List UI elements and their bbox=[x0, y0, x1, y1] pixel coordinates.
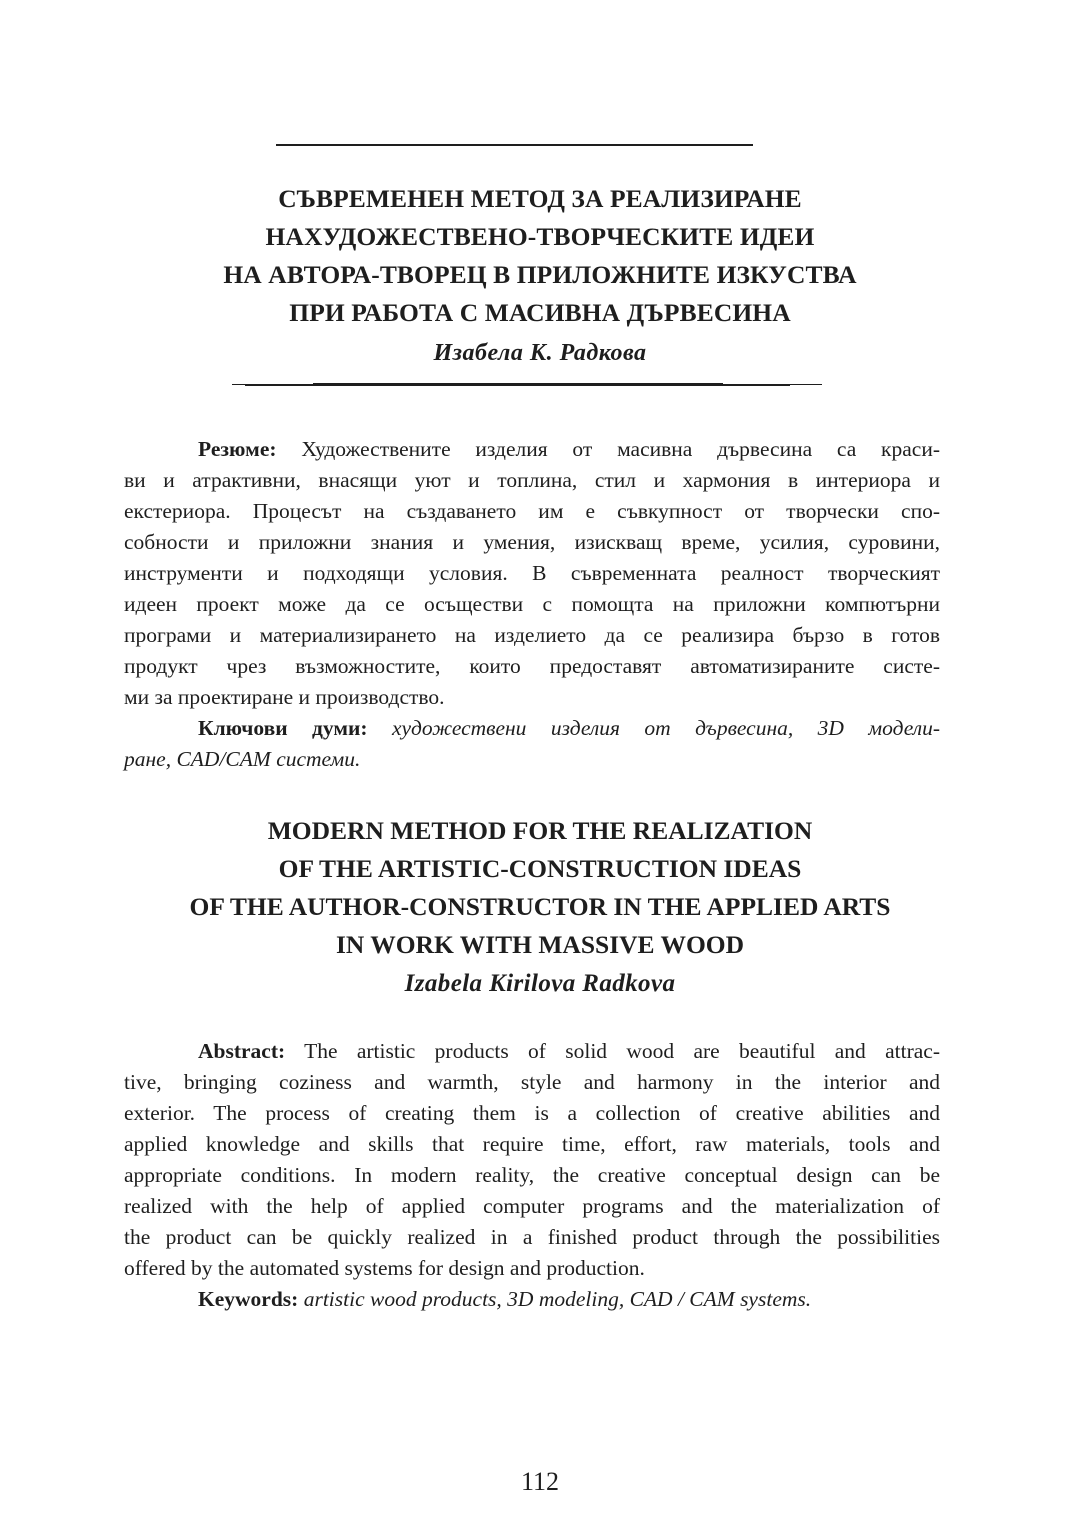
bg-author: Изабела К. Радкова bbox=[433, 340, 647, 366]
bg-keywords-line: ране, CAD/CAM системи. bbox=[124, 747, 361, 771]
bg-title-line: НАХУДОЖЕСТВЕНО-ТВОРЧЕСКИТЕ ИДЕИ bbox=[265, 222, 815, 251]
bg-abstract-label: Резюме: bbox=[198, 437, 277, 461]
en-abstract-line: offered by the automated systems for design and production. bbox=[124, 1256, 645, 1280]
en-title-line: OF THE AUTHOR-CONSTRUCTOR IN THE APPLIED ARTS bbox=[189, 892, 891, 921]
bg-title-line: СЪВРЕМЕНЕН МЕТОД ЗА РЕАЛИЗИРАНЕ bbox=[278, 184, 802, 213]
bg-abstract-line: продукт чрез възможностите, които предоставят автоматизираните систе- bbox=[124, 654, 940, 678]
en-keywords-label: Keywords: bbox=[198, 1287, 299, 1311]
en-abstract bbox=[124, 1036, 940, 1315]
top-rule bbox=[276, 144, 753, 146]
en-abstract-line: the product can be quickly realized in a finished product through the possibilities bbox=[124, 1225, 940, 1249]
en-abstract-line: exterior. The process of creating them is a collection of creative abilities and bbox=[124, 1101, 940, 1125]
en-title-line: OF THE ARTISTIC-CONSTRUCTION IDEAS bbox=[278, 854, 802, 883]
title-separator-thick bbox=[313, 383, 723, 386]
bg-abstract bbox=[124, 434, 940, 775]
en-abstract-line: Abstract: The artistic products of solid wood are beautiful and attrac- bbox=[198, 1039, 940, 1063]
bg-abstract-line: ми за проектиране и производство. bbox=[124, 685, 445, 709]
page-number: 112 bbox=[520, 1467, 560, 1496]
bg-keywords-label: Ключови думи: bbox=[198, 716, 368, 740]
bg-abstract-line: програми и материализирането на изделието да се реализира бързо в готов bbox=[124, 623, 940, 647]
en-abstract-line: applied knowledge and skills that require time, effort, raw materials, tools and bbox=[124, 1132, 940, 1156]
en-abstract-line: realized with the help of applied computer programs and the materialization of bbox=[124, 1194, 940, 1218]
bg-abstract-line: Резюме: Художествените изделия от масивна дървесина са краси- bbox=[198, 437, 940, 461]
en-title-line: IN WORK WITH MASSIVE WOOD bbox=[335, 930, 745, 959]
bg-abstract-line: собности и приложни знания и умения, изискващ време, усилия, суровини, bbox=[124, 530, 940, 554]
en-title bbox=[120, 812, 960, 964]
bg-title-line: ПРИ РАБОТА С МАСИВНА ДЪРВЕСИНА bbox=[289, 298, 791, 327]
en-abstract-line: appropriate conditions. In modern reality, the creative conceptual design can be bbox=[124, 1163, 940, 1187]
bg-keywords-line: Ключови думи: художествени изделия от дървесина, 3D модели- bbox=[198, 716, 940, 740]
bg-abstract-line: инструменти и подходящи условия. В съвременната реалност творческият bbox=[124, 561, 940, 585]
en-abstract-line: tive, bringing coziness and warmth, style and harmony in the interior and bbox=[124, 1070, 940, 1094]
en-abstract-label: Abstract: bbox=[198, 1039, 286, 1063]
bg-abstract-line: ви и атрактивни, внасящи уют и топлина, стил и хармония в интериора и bbox=[124, 468, 940, 492]
bg-title bbox=[150, 180, 930, 332]
bg-abstract-line: идеен проект може да се осъществи с помощта на приложни компютърни bbox=[124, 592, 940, 616]
bg-abstract-line: екстериора. Процесът на създаването им е съвкупност от творчески спо- bbox=[124, 499, 940, 523]
bg-title-line: НА АВТОРА-ТВОРЕЦ В ПРИЛОЖНИТЕ ИЗКУСТВА bbox=[223, 260, 857, 289]
en-keywords-line: Keywords: artistic wood products, 3D modeling, CAD / CAM systems. bbox=[198, 1287, 812, 1311]
en-title-line: MODERN METHOD FOR THE REALIZATION bbox=[267, 816, 813, 845]
en-author: Izabela Kirilova Radkova bbox=[404, 970, 676, 997]
